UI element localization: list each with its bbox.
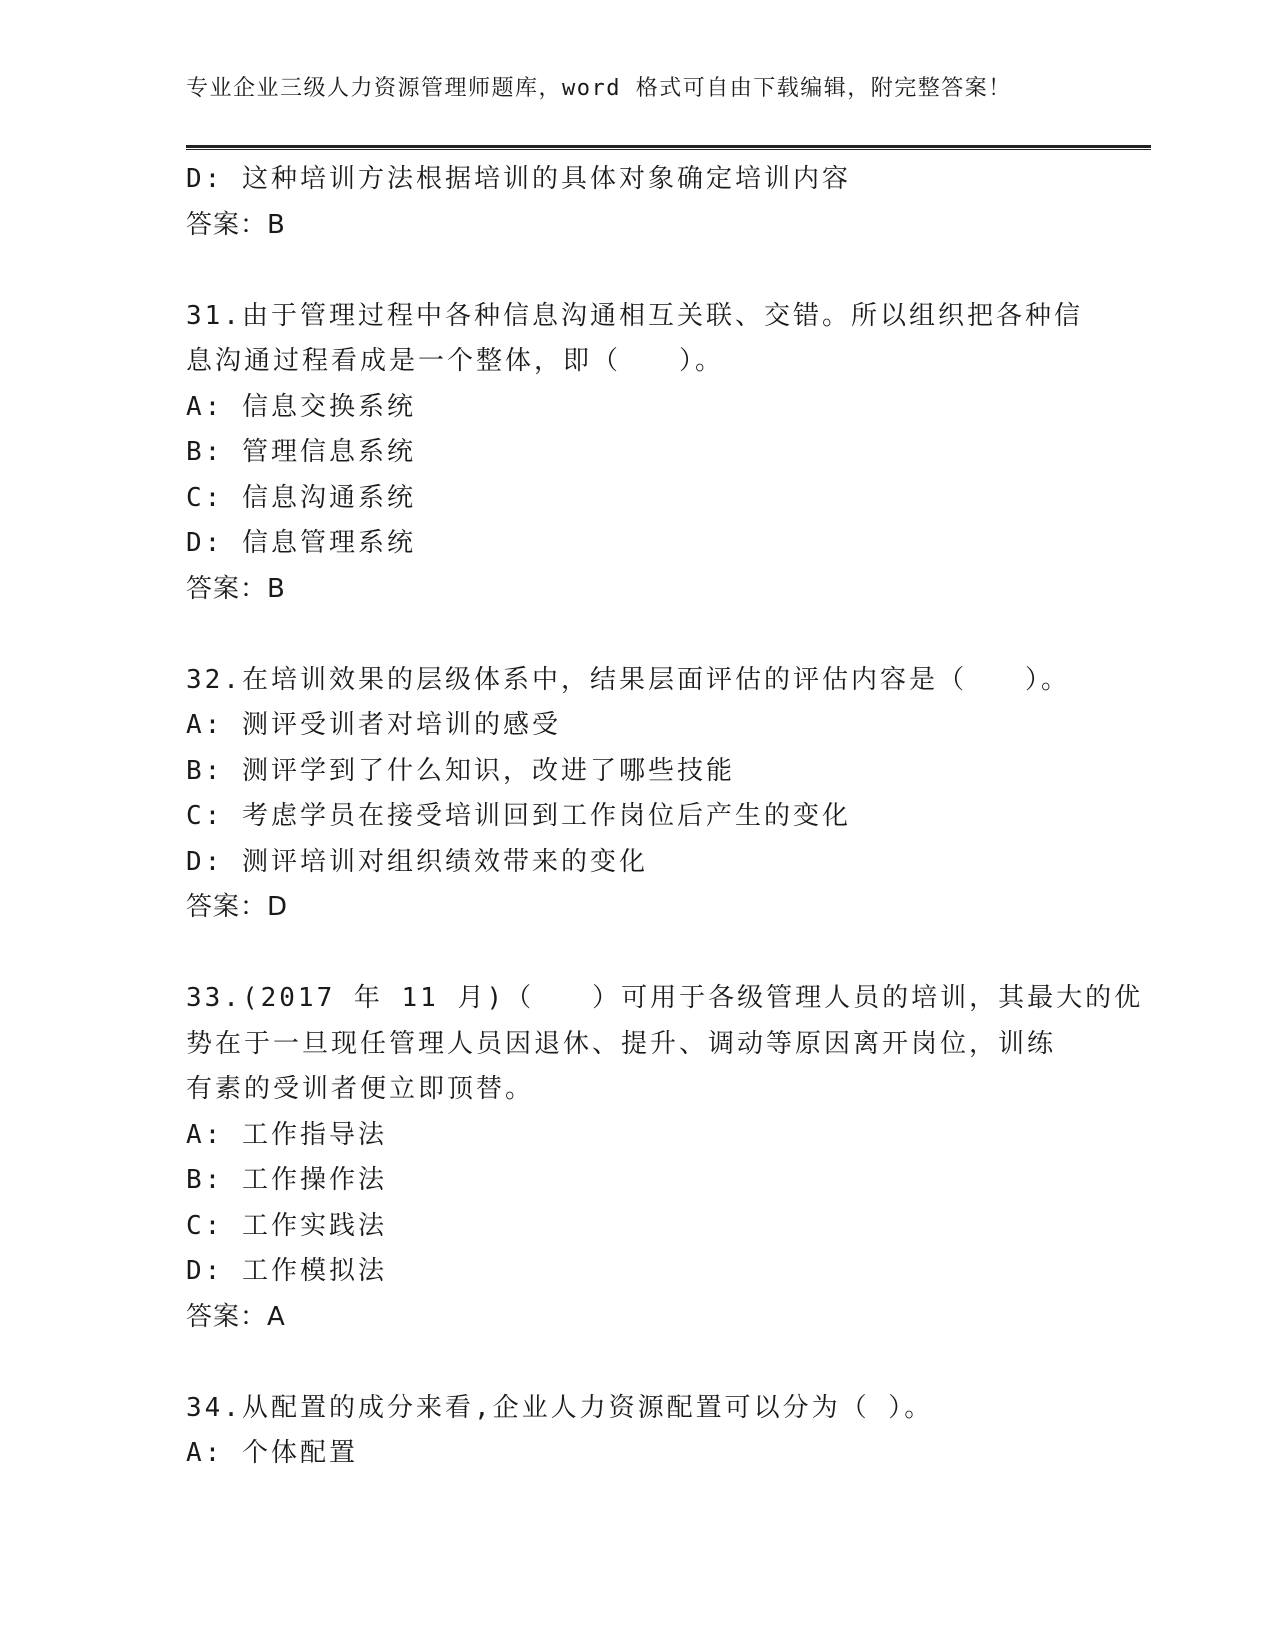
text-line: C: 信息沟通系统 bbox=[186, 482, 416, 513]
text-line: D: 这种培训方法根据培训的具体对象确定培训内容 bbox=[186, 164, 851, 194]
paragraph-spacer bbox=[186, 612, 1076, 658]
paragraph-spacer bbox=[186, 1340, 1076, 1386]
text-line: A: 工作指导法 bbox=[186, 1119, 387, 1150]
text-line: A: 个体配置 bbox=[186, 1438, 358, 1468]
text-line: 31.由于管理过程中各种信息沟通相互关联、交错。所以组织把各种信 bbox=[186, 300, 1083, 331]
page-header: 专业企业三级人力资源管理师题库，word 格式可自由下载编辑，附完整答案！ bbox=[186, 76, 1012, 101]
paragraph-spacer bbox=[186, 248, 1076, 294]
text-line: B: 测评学到了什么知识，改进了哪些技能 bbox=[186, 755, 735, 786]
answer-line: 答案：A bbox=[186, 1301, 286, 1332]
text-line: 势在于一旦现任管理人员因退休、提升、调动等原因离开岗位，训练 bbox=[186, 1028, 1057, 1059]
text-line: D: 测评培训对组织绩效带来的变化 bbox=[186, 846, 648, 877]
text-line: 息沟通过程看成是一个整体，即（ ）。 bbox=[186, 346, 725, 376]
document-body bbox=[186, 157, 1144, 1477]
text-line: C: 考虑学员在接受培训回到工作岗位后产生的变化 bbox=[186, 801, 851, 831]
text-line: B: 管理信息系统 bbox=[186, 437, 416, 467]
text-line: 33.(2017 年 11 月)（ ）可用于各级管理人员的培训，其最大的优 bbox=[186, 983, 1144, 1013]
text-line: D: 信息管理系统 bbox=[186, 528, 416, 558]
text-line: A: 信息交换系统 bbox=[186, 391, 416, 422]
text-line: 有素的受训者便立即顶替。 bbox=[186, 1074, 535, 1104]
header-divider bbox=[186, 145, 1151, 150]
answer-line: 答案：B bbox=[186, 573, 286, 604]
text-line: 34.从配置的成分来看,企业人力资源配置可以分为（ ）。 bbox=[186, 1392, 934, 1423]
text-line: 32.在培训效果的层级体系中，结果层面评估的评估内容是（ ）。 bbox=[186, 664, 1070, 695]
text-line: A: 测评受训者对培训的感受 bbox=[186, 710, 561, 740]
paragraph-spacer bbox=[186, 931, 1076, 977]
text-line: B: 工作操作法 bbox=[186, 1165, 387, 1195]
text-line: D: 工作模拟法 bbox=[186, 1256, 387, 1286]
text-line: C: 工作实践法 bbox=[186, 1210, 387, 1241]
answer-line: 答案：D bbox=[186, 892, 289, 922]
answer-line: 答案：B bbox=[186, 209, 286, 240]
